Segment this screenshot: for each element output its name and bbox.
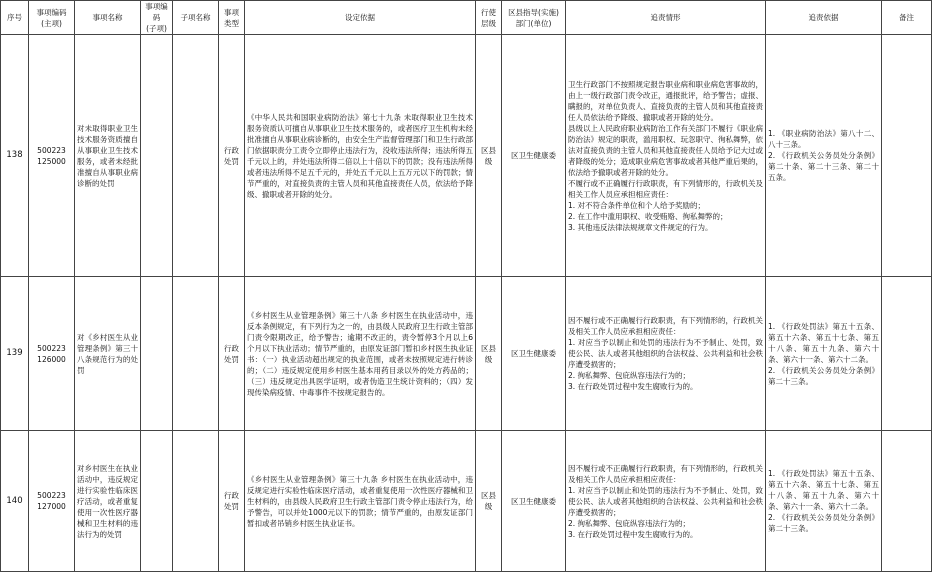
row-level: 区县 级 [476, 431, 502, 572]
header-accountability-basis: 追责依据 [766, 1, 882, 35]
row-code: 500223 127000 [29, 431, 75, 572]
row-sub-name [173, 431, 219, 572]
row-level: 区县 级 [476, 35, 502, 277]
row-basis: 《乡村医生从业管理条例》第三十九条 乡村医生在执业活动中，违反规定进行实验性临床医疗活动，或者重复使用一次性医疗器械和卫生材料的，由县级人民政府卫生行政主管部门责令停止违法行为，给予警告，可以并处1000元以下的罚款；情节严重的，由原发证部门暂扣或者吊销乡村医生执业证书。 [245, 431, 476, 572]
row-sub-code [141, 277, 173, 431]
row-basis: 《乡村医生从业管理条例》第三十八条 乡村医生在执业活动中，违反本条例规定，有下列行为之一的，由县级人民政府卫生行政主管部门责令限期改正，给予警告；逾期不改正的，责令暂停3个月以上6个月以下执业活动；情节严重的，由原发证部门暂扣乡村医生执业证书：（一）执业活动超出规定的执业范围，或者未按照规定进行转诊的；（二）违反规定使用乡村医生基本用药目录以外的处方药品的；（三）违反规定出具医学证明，或者伪造卫生统计资料的；（四）发现传染病疫情、中毒事件不按规定报告的。 [245, 277, 476, 431]
row-name: 对《乡村医生从业管理条例》第三十八条规范行为的处罚 [75, 277, 141, 431]
row-remarks [882, 431, 932, 572]
header-sub-code: 事项编码 (子项) [141, 1, 173, 35]
row-type: 行政 处罚 [219, 431, 245, 572]
header-sub-name: 子项名称 [173, 1, 219, 35]
row-dept: 区卫生健康委 [502, 35, 566, 277]
row-circumstance: 卫生行政部门不按照规定报告职业病和职业病危害事故的，由上一级行政部门责令改正，通报批评，给予警告；虚报、瞒报的，对单位负责人、直接负责的主管人员和其他直接责任人员依法给予降级、撤职或者开除的处分。 县级以上人民政府职业病防治工作有关部门不履行《职业病防治法》规定的职责，滥用职权、玩忽职守、徇私舞弊，依法对直接负责的主管人员和其他直接责任人员给予记大过或者降级的处分；造成职业病危害事故或者其他严重后果的，依法给予撤职或者开除的处分。 不履行或不正确履行行政职责，有下列情形的，行政机关及相关工作人员应承担相应责任： 1. 对不符合条件单位和个人给予奖励的； 2. 在工作中滥用职权、收受贿赂、徇私舞弊的； 3. 其他违反法律法规规章文件规定的行为。 [566, 35, 766, 277]
header-row [1, 1, 932, 35]
header-seq: 序号 [1, 1, 29, 35]
row-type: 行政 处罚 [219, 35, 245, 277]
header-main-code: 事项编码 (主项) [29, 1, 75, 35]
row-accountability-basis: 1. 《行政处罚法》第五十五条、第五十六条、第五十七条、第五十八条、第五十九条、第六十条、第六十一条、第六十二条。 2. 《行政机关公务员处分条例》第二十三条。 [766, 277, 882, 431]
row-remarks [882, 277, 932, 431]
row-circumstance: 因不履行或不正确履行行政职责，有下列情形的，行政机关及相关工作人员应承担相应责任： 1. 对应当予以制止和处罚的违法行为不予制止、处罚，致使公民、法人或者其他组织的合法权益、公共利益和社会秩序遭受损害的； 2. 徇私舞弊、包庇纵容违法行为的； 3. 在行政处罚过程中发生腐败行为的。 [566, 277, 766, 431]
header-main-name: 事项名称 [75, 1, 141, 35]
row-circumstance: 因不履行或不正确履行行政职责，有下列情形的，行政机关及相关工作人员应承担相应责任： 1. 对应当予以制止和处罚的违法行为不予制止、处罚，致使公民、法人或者其他组织的合法权益、公共利益和社会秩序遭受损害的； 2. 徇私舞弊、包庇纵容违法行为的； 3. 在行政处罚过程中发生腐败行为的。 [566, 431, 766, 572]
row-accountability-basis: 1. 《行政处罚法》第五十五条、第五十六条、第五十七条、第五十八条、第五十九条、第六十条、第六十一条、第六十二条。 2. 《行政机关公务员处分条例》第二十三条。 [766, 431, 882, 572]
row-code: 500223 126000 [29, 277, 75, 431]
row-name: 对乡村医生在执业活动中，违反规定进行实验性临床医疗活动，或者重复使用一次性医疗器械和卫生材料的违法行为的处罚 [75, 431, 141, 572]
header-type: 事项 类型 [219, 1, 245, 35]
row-name: 对未取得职业卫生技术服务资质擅自从事职业卫生技术服务，或者未经批准擅自从事职业病诊断的处罚 [75, 35, 141, 277]
row-seq: 138 [1, 35, 29, 277]
row-type: 行政 处罚 [219, 277, 245, 431]
table-row [1, 277, 932, 431]
row-dept: 区卫生健康委 [502, 277, 566, 431]
row-level: 区县 级 [476, 277, 502, 431]
row-basis: 《中华人民共和国职业病防治法》第七十九条 未取得职业卫生技术服务资质认可擅自从事职业卫生技术服务的，或者医疗卫生机构未经批准擅自从事职业病诊断的，由安全生产监督管理部门和卫生行政部门依据职责分工责令立即停止违法行为，没收违法所得；违法所得五千元以上的，并处违法所得二倍以上十倍以下的罚款；没有违法所得或者违法所得不足五千元的，并处五千元以上五万元以下的罚款；情节严重的，对直接负责的主管人员和其他直接责任人员，依法给予降级、撤职或者开除的处分。 [245, 35, 476, 277]
row-seq: 140 [1, 431, 29, 572]
row-sub-code [141, 431, 173, 572]
header-level: 行使 层级 [476, 1, 502, 35]
header-remarks: 备注 [882, 1, 932, 35]
row-seq: 139 [1, 277, 29, 431]
row-code: 500223 125000 [29, 35, 75, 277]
row-sub-code [141, 35, 173, 277]
row-sub-name [173, 35, 219, 277]
table-row [1, 431, 932, 572]
header-basis: 设定依据 [245, 1, 476, 35]
header-circumstance: 追责情形 [566, 1, 766, 35]
row-dept: 区卫生健康委 [502, 431, 566, 572]
table-row [1, 35, 932, 277]
header-dept: 区县指导(实施) 部门(单位) [502, 1, 566, 35]
row-accountability-basis: 1. 《职业病防治法》第八十二、八十三条。 2. 《行政机关公务员处分条例》第二十条、第二十三条、第二十五条。 [766, 35, 882, 277]
row-sub-name [173, 277, 219, 431]
row-remarks [882, 35, 932, 277]
